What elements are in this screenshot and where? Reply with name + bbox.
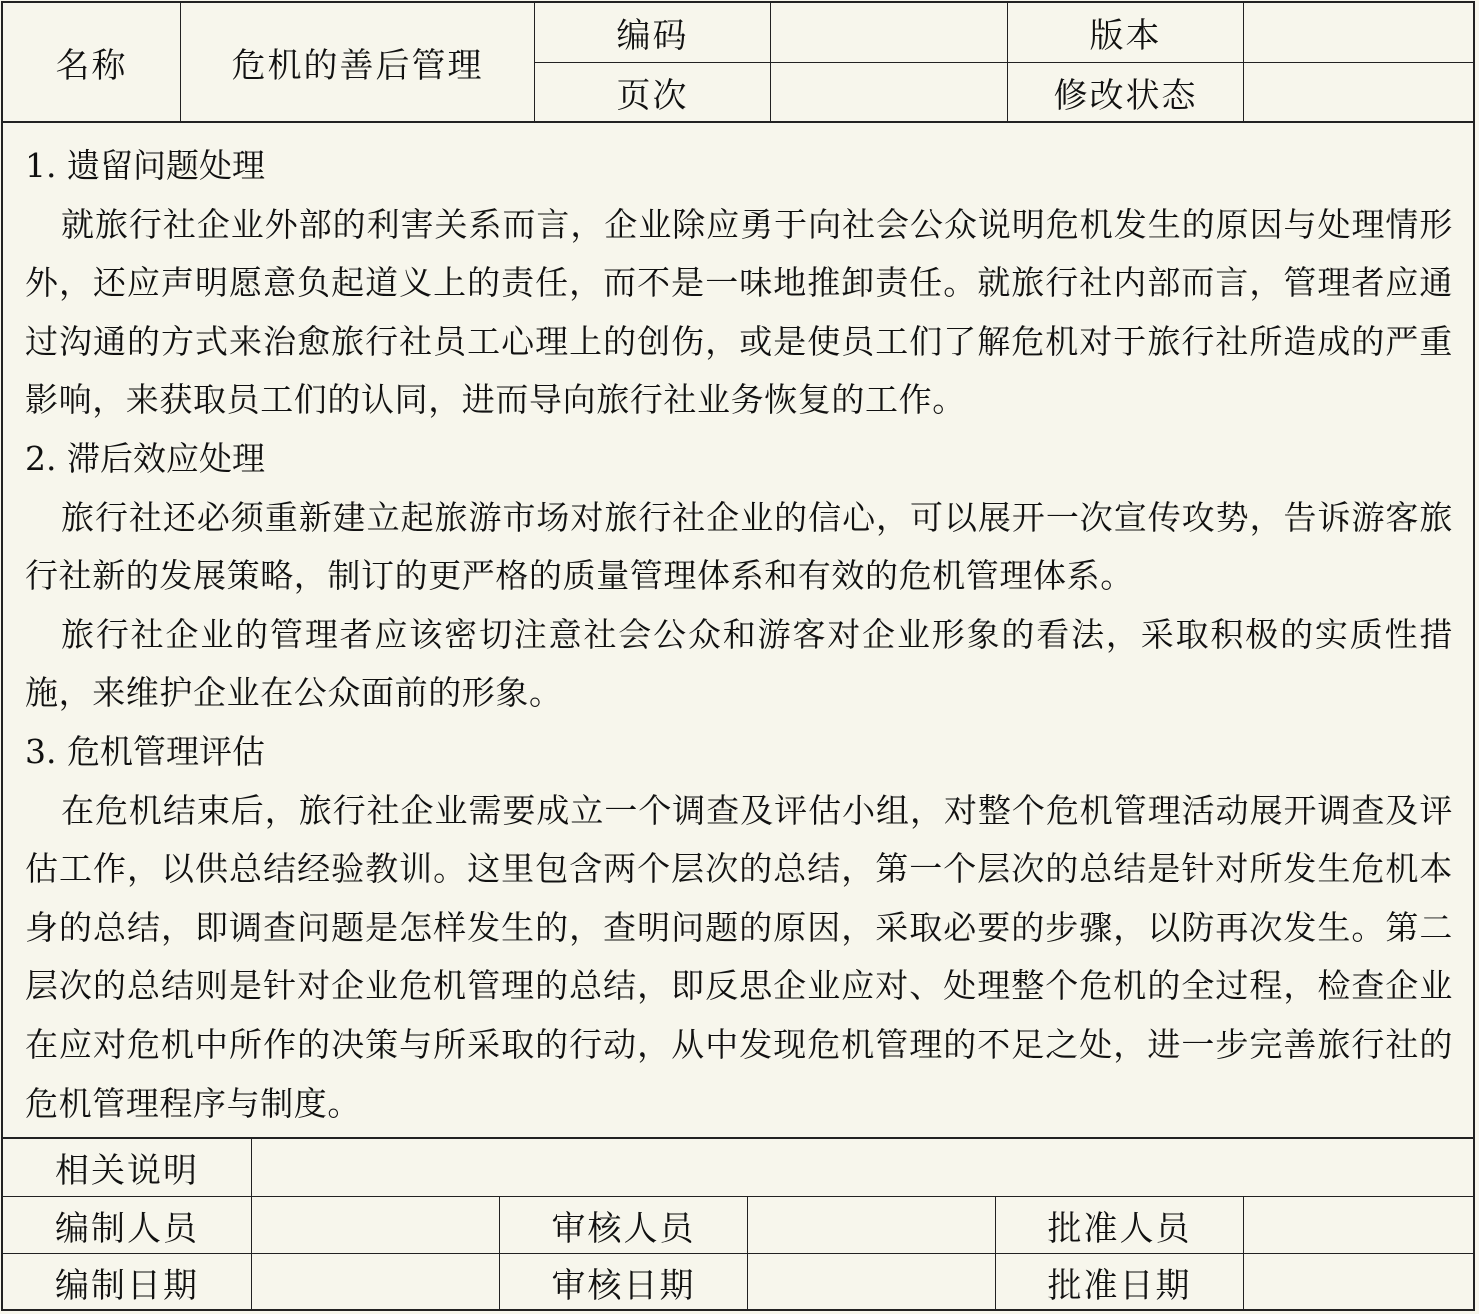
- section-heading-1: 1. 遗留问题处理: [25, 146, 265, 185]
- version-label: 版本: [1089, 16, 1162, 56]
- version-value[interactable]: [1244, 3, 1473, 62]
- code-value[interactable]: [771, 3, 1007, 62]
- notes-value[interactable]: [252, 1139, 1473, 1196]
- document-body: [3, 123, 1473, 1135]
- notes-label: 相关说明: [55, 1151, 199, 1191]
- prepared-by-label: 编制人员: [55, 1208, 199, 1249]
- document-form: [1, 1, 1475, 1311]
- name-value: 危机的善后管理: [231, 45, 484, 86]
- footer-table: [3, 1137, 1473, 1311]
- header-table: [3, 3, 1473, 123]
- section-2-paragraph-1: 旅行社还必须重新建立起旅游市场对旅行社企业的信心，可以展开一次宣传攻势，告诉游客旅行社新的发展策略，制订的更严格的质量管理体系和有效的危机管理体系。: [25, 497, 1453, 596]
- revision-label: 修改状态: [1053, 75, 1198, 116]
- section-3-paragraph-1: 在危机结束后，旅行社企业需要成立一个调查及评估小组，对整个危机管理活动展开调查及评估工作，以供总结经验教训。这里包含两个层次的总结，第一个层次的总结是针对所发生危机本身的总结，即调查问题是怎样发生的，查明问题的原因，采取必要的步骤，以防再次发生。第二层次的总结则是针对企业危机管理的总结，即反思企业应对、处理整个危机的全过程，检查企业在应对危机中所作的决策与所采取的行动，从中发现危机管理的不足之处，进一步完善旅行社的危机管理程序与制度。: [25, 790, 1453, 1123]
- name-label: 名称: [55, 45, 128, 86]
- section-heading-2: 2. 滞后效应处理: [25, 438, 265, 478]
- page-label: 页次: [616, 75, 689, 116]
- page-value[interactable]: [771, 63, 1007, 121]
- approved-by-value[interactable]: [1244, 1197, 1473, 1253]
- revision-value[interactable]: [1244, 63, 1473, 121]
- prepared-date-value[interactable]: [252, 1254, 499, 1311]
- reviewed-date-value[interactable]: [748, 1254, 995, 1311]
- code-label: 编码: [616, 16, 689, 56]
- reviewed-by-value[interactable]: [748, 1197, 995, 1253]
- reviewed-date-label: 审核日期: [551, 1266, 696, 1306]
- approved-date-label: 批准日期: [1047, 1266, 1192, 1306]
- section-1-paragraph-1: 就旅行社企业外部的利害关系而言，企业除应勇于向社会公众说明危机发生的原因与处理情形外，还应声明愿意负起道义上的责任，而不是一味地推卸责任。就旅行社内部而言，管理者应通过沟通的方式来治愈旅行社员工心理上的创伤，或是使员工们了解危机对于旅行社所造成的严重影响，来获取员工们的认同，进而导向旅行社业务恢复的工作。: [25, 204, 1453, 420]
- prepared-by-value[interactable]: [252, 1197, 499, 1253]
- prepared-date-label: 编制日期: [55, 1266, 199, 1306]
- approved-by-label: 批准人员: [1047, 1208, 1192, 1249]
- reviewed-by-label: 审核人员: [551, 1208, 696, 1249]
- approved-date-value[interactable]: [1244, 1254, 1473, 1311]
- section-heading-3: 3. 危机管理评估: [25, 731, 265, 771]
- section-2-paragraph-2: 旅行社企业的管理者应该密切注意社会公众和游客对企业形象的看法，采取积极的实质性措施，来维护企业在公众面前的形象。: [25, 614, 1453, 713]
